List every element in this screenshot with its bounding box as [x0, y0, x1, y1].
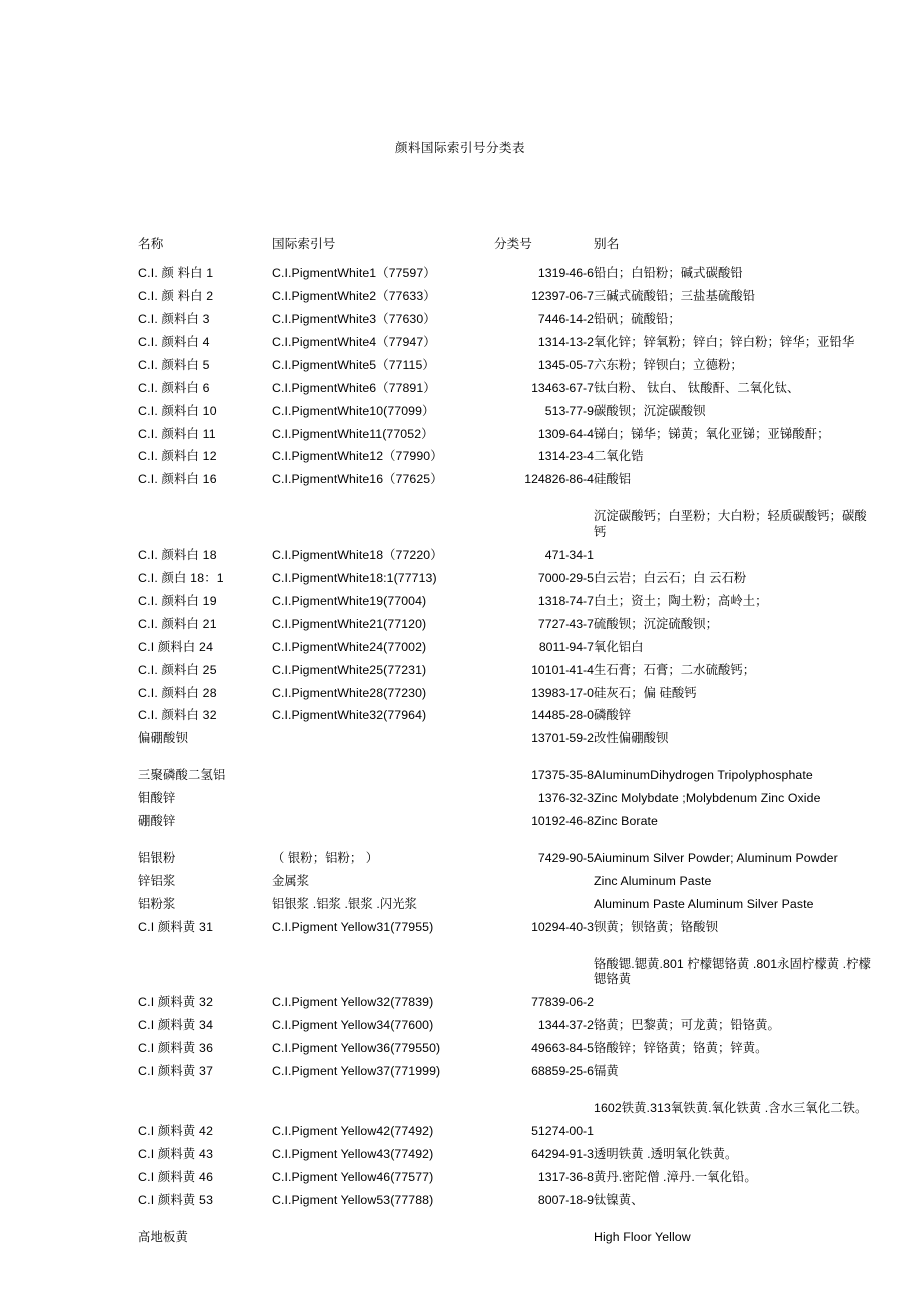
- table-spacer-cell: [138, 1087, 878, 1101]
- table-row: [138, 289, 878, 312]
- table-row: [138, 708, 878, 731]
- table-row: [138, 1018, 878, 1041]
- cell-index: [272, 1230, 494, 1253]
- cell-number: 13983-17-0: [531, 685, 594, 700]
- cell-alias: 锑白；锑华；锑黄；氧化亚锑；亚锑酸酐；: [594, 426, 830, 441]
- cell-index: C.I.PigmentWhite18（77220）: [272, 547, 443, 562]
- cell-alias: 磷酸锌: [594, 708, 632, 723]
- cell-index: [272, 731, 494, 754]
- cell-alias: 硅酸铝: [594, 472, 632, 487]
- cell-name: C.I. 颜料白 5: [138, 357, 210, 372]
- cell-number: 8007-18-9: [537, 1192, 594, 1207]
- cell-alias: 铬黄；巴黎黄；可龙黄；铅铬黄。: [594, 1018, 780, 1033]
- cell-alias: 生石膏；石膏；二水硫酸钙；: [594, 662, 756, 677]
- cell-alias: Zinc Borate: [594, 814, 658, 829]
- cell-index: C.I.Pigment Yellow46(77577): [272, 1169, 434, 1184]
- cell-name: C.I. 颜料白 25: [138, 662, 217, 677]
- column-header-index: 国际索引号: [272, 237, 336, 251]
- cell-number: 1344-37-2: [537, 1018, 594, 1033]
- table-spacer-cell: [138, 943, 878, 957]
- cell-alias: Zinc Aluminum Paste: [594, 873, 712, 888]
- cell-index: C.I.PigmentWhite10(77099）: [272, 403, 435, 418]
- cell-number: 49663-84-5: [531, 1041, 594, 1056]
- cell-alias: 白土；资土；陶土粉；高岭土；: [594, 593, 768, 608]
- cell-number: 1314-23-4: [537, 449, 594, 464]
- cell-index: C.I.Pigment Yellow53(77788): [272, 1192, 434, 1207]
- cell-name: C.I. 颜料白 18: [138, 547, 217, 562]
- cell-index: C.I.PigmentWhite16（77625）: [272, 472, 443, 487]
- cell-index: C.I.PigmentWhite32(77964): [272, 708, 427, 723]
- cell-alias: 二氧化锆: [594, 449, 644, 464]
- cell-index: C.I.PigmentWhite3（77630）: [272, 311, 436, 326]
- cell-alias: Aluminum Paste Aluminum Silver Paste: [594, 896, 814, 911]
- table-spacer-row: [138, 1216, 878, 1230]
- table-row: [138, 1193, 878, 1216]
- cell-index: C.I.PigmentWhite6（77891）: [272, 380, 436, 395]
- table-row: [138, 266, 878, 289]
- cell-index: [272, 509, 494, 548]
- cell-name: C.I 颜料黄 46: [138, 1169, 214, 1184]
- cell-name: C.I 颜料黄 34: [138, 1018, 214, 1033]
- table-row: [138, 995, 878, 1018]
- cell-number: 64294-91-3: [531, 1146, 594, 1161]
- cell-index: C.I.PigmentWhite2（77633）: [272, 289, 436, 304]
- table-row: [138, 1147, 878, 1170]
- cell-index: C.I.Pigment Yellow37(771999): [272, 1064, 441, 1079]
- table-row: [138, 1064, 878, 1087]
- cell-number: 13701-59-2: [531, 731, 594, 746]
- cell-alias: 铬酸锌；锌铬黄；铬黄；锌黄。: [594, 1041, 768, 1056]
- table-row: [138, 663, 878, 686]
- table-row: [138, 472, 878, 495]
- cell-alias: 镉黄: [594, 1064, 619, 1079]
- table-row: [138, 449, 878, 472]
- table-row: [138, 814, 878, 837]
- cell-alias: 黄丹.密陀僧 .漳丹.一氧化铅。: [594, 1169, 757, 1184]
- cell-name: C.I. 颜料白 12: [138, 449, 217, 464]
- cell-alias: 钛白粉、 钛白、 钛酸酐、二氧化钛、: [594, 380, 800, 395]
- table-row: [138, 791, 878, 814]
- table-spacer-row: [138, 1087, 878, 1101]
- table-row: [138, 548, 878, 571]
- table-header-row: [138, 236, 878, 266]
- cell-name: C.I. 颜料白 32: [138, 708, 217, 723]
- table-row: [138, 1101, 878, 1124]
- table-row: [138, 874, 878, 897]
- cell-alias: 沉淀碳酸钙；白垩粉；大白粉；轻质碳酸钙；碳酸钙: [594, 509, 867, 540]
- cell-alias: [594, 1124, 878, 1147]
- cell-name: C.I. 颜料白 28: [138, 685, 217, 700]
- cell-number: 12397-06-7: [531, 289, 594, 304]
- cell-index: 金属浆: [272, 873, 310, 888]
- cell-alias: Aiuminum Silver Powder; Aluminum Powder: [594, 851, 838, 866]
- cell-number: 7000-29-5: [537, 570, 594, 585]
- cell-name: C.I. 颜料白 3: [138, 311, 210, 326]
- table-spacer-row: [138, 837, 878, 851]
- cell-name: C.I 颜料黄 31: [138, 919, 214, 934]
- table-row: [138, 686, 878, 709]
- cell-name: C.I 颜料黄 43: [138, 1146, 214, 1161]
- column-header-number: 分类号: [494, 237, 532, 251]
- cell-number: 1309-64-4: [537, 426, 594, 441]
- cell-alias: 氧化铝白: [594, 639, 644, 654]
- table-spacer-cell: [138, 1216, 878, 1230]
- cell-alias: [594, 995, 878, 1018]
- cell-name: 钼酸锌: [138, 791, 176, 806]
- cell-name: C.I. 颜料白 16: [138, 472, 217, 487]
- cell-number: 471-34-1: [544, 547, 594, 562]
- cell-alias: 白云岩；白云石；白 云石粉: [594, 570, 747, 585]
- table-row: [138, 851, 878, 874]
- cell-number: 1317-36-8: [537, 1169, 594, 1184]
- cell-number: 124826-86-4: [524, 472, 594, 487]
- cell-name: 硼酸锌: [138, 814, 176, 829]
- table-spacer-cell: [138, 837, 878, 851]
- cell-number: 17375-35-8: [531, 768, 594, 783]
- cell-alias: 六东粉；锌钡白；立德粉；: [594, 357, 743, 372]
- cell-alias: 透明铁黄 .透明氧化铁黄。: [594, 1146, 738, 1161]
- table-row: [138, 617, 878, 640]
- cell-index: 铝银浆 .铝浆 .银浆 .闪光浆: [272, 896, 418, 911]
- cell-name: C.I 颜料白 24: [138, 639, 214, 654]
- cell-name: C.I. 颜 料白 2: [138, 289, 214, 304]
- cell-alias: 碳酸钡；沉淀碳酸钡: [594, 403, 706, 418]
- cell-alias: AIuminumDihydrogen Tripolyphosphate: [594, 768, 813, 783]
- cell-number: 513-77-9: [544, 403, 594, 418]
- cell-name: 铝粉浆: [138, 896, 176, 911]
- cell-name: 高地板黄: [138, 1229, 188, 1244]
- cell-name: C.I. 颜料白 10: [138, 403, 217, 418]
- cell-alias: 三碱式硫酸铅；三盐基硫酸铅: [594, 289, 756, 304]
- table-row: [138, 594, 878, 617]
- cell-index: C.I.PigmentWhite24(77002): [272, 639, 427, 654]
- cell-name: C.I 颜料黄 42: [138, 1124, 214, 1138]
- cell-name: 锌铝浆: [138, 873, 176, 888]
- cell-number: 10101-41-4: [531, 662, 594, 677]
- cell-index: C.I.Pigment Yellow32(77839): [272, 995, 434, 1010]
- cell-name: C.I 颜料黄 37: [138, 1064, 214, 1079]
- cell-number: 1318-74-7: [537, 593, 594, 608]
- table-row: [138, 731, 878, 754]
- cell-index: [272, 814, 494, 837]
- cell-name: C.I 颜料黄 53: [138, 1192, 214, 1207]
- cell-name: [138, 509, 272, 548]
- column-header-name: 名称: [138, 237, 164, 251]
- cell-index: C.I.Pigment Yellow42(77492): [272, 1124, 434, 1138]
- cell-index: C.I.Pigment Yellow36(779550): [272, 1041, 441, 1056]
- cell-alias: 钡黄；钡铬黄；铬酸钡: [594, 919, 718, 934]
- cell-index: C.I.PigmentWhite1（77597）: [272, 266, 436, 281]
- cell-index: C.I.PigmentWhite11(77052）: [272, 426, 434, 441]
- cell-alias: 硅灰石；偏 硅酸钙: [594, 685, 697, 700]
- column-header-alias: 别名: [594, 237, 620, 251]
- cell-index: C.I.PigmentWhite25(77231): [272, 662, 427, 677]
- cell-number: 7446-14-2: [537, 311, 594, 326]
- cell-name: C.I. 颜料白 11: [138, 426, 216, 441]
- cell-index: [272, 791, 494, 814]
- cell-name: C.I. 颜料白 4: [138, 334, 210, 349]
- cell-number: 1314-13-2: [537, 334, 594, 349]
- table-row: [138, 1124, 878, 1147]
- cell-number: 8011-94-7: [538, 639, 594, 654]
- cell-name: [138, 957, 272, 996]
- cell-name: C.I. 颜 料白 1: [138, 266, 214, 281]
- cell-index: [272, 768, 494, 791]
- cell-index: C.I.PigmentWhite21(77120): [272, 616, 427, 631]
- cell-name: 偏硼酸钡: [138, 731, 188, 746]
- pigment-index-table: [138, 236, 878, 1253]
- cell-number: [494, 897, 594, 920]
- table-row: [138, 897, 878, 920]
- table-row: [138, 1230, 878, 1253]
- cell-number: 10294-40-3: [531, 919, 594, 934]
- cell-number: 68859-25-6: [531, 1064, 594, 1079]
- cell-number: 1345-05-7: [537, 357, 594, 372]
- cell-name: [138, 1101, 272, 1124]
- cell-alias: High Floor Yellow: [594, 1229, 691, 1244]
- cell-name: C.I 颜料黄 32: [138, 995, 214, 1010]
- cell-number: [494, 957, 594, 996]
- cell-alias: 铬酸锶.锶黄.801 柠檬锶铬黄 .801永固柠檬黄 .柠檬锶铬黄: [594, 956, 871, 987]
- cell-index: C.I.Pigment Yellow31(77955): [272, 919, 434, 934]
- cell-index: C.I.PigmentWhite28(77230): [272, 685, 427, 700]
- table-row: [138, 640, 878, 663]
- cell-alias: [594, 548, 878, 571]
- table-row: [138, 312, 878, 335]
- cell-number: [494, 874, 594, 897]
- cell-name: C.I. 颜料白 19: [138, 593, 217, 608]
- cell-index: C.I.PigmentWhite12（77990）: [272, 449, 443, 464]
- cell-number: [494, 1230, 594, 1253]
- cell-index: C.I.PigmentWhite5（77115）: [272, 357, 435, 372]
- cell-alias: 铅白；白铅粉；碱式碳酸铅: [594, 266, 743, 281]
- cell-alias: 硫酸钡；沉淀硫酸钡；: [594, 616, 718, 631]
- cell-name: C.I. 颜料白 21: [138, 616, 217, 631]
- cell-index: C.I.Pigment Yellow34(77600): [272, 1018, 434, 1033]
- table-row: [138, 571, 878, 594]
- cell-index: C.I.PigmentWhite19(77004): [272, 593, 427, 608]
- table-row: [138, 1041, 878, 1064]
- table-spacer-cell: [138, 495, 878, 509]
- cell-name: 铝银粉: [138, 851, 176, 866]
- cell-number: 51274-00-1: [531, 1124, 594, 1138]
- table-spacer-row: [138, 943, 878, 957]
- table-row: [138, 957, 878, 996]
- cell-alias: Zinc Molybdate ;Molybdenum Zinc Oxide: [594, 791, 821, 806]
- cell-index: C.I.PigmentWhite18:1(77713): [272, 570, 437, 585]
- cell-number: 14485-28-0: [531, 708, 594, 723]
- cell-number: 77839-06-2: [531, 995, 594, 1010]
- table-row: [138, 335, 878, 358]
- cell-number: [494, 509, 594, 548]
- table-body: [138, 236, 878, 1253]
- cell-alias: 铅矾；硫酸铅；: [594, 311, 681, 326]
- cell-alias: 氧化锌；锌氧粉；锌白；锌白粉；锌华；亚铅华: [594, 334, 855, 349]
- cell-index: C.I.Pigment Yellow43(77492): [272, 1146, 434, 1161]
- table-spacer-cell: [138, 754, 878, 768]
- cell-number: 1376-32-3: [537, 791, 594, 806]
- table-row: [138, 768, 878, 791]
- table-spacer-row: [138, 754, 878, 768]
- table-row: [138, 509, 878, 548]
- cell-number: 10192-46-8: [531, 814, 594, 829]
- table-spacer-row: [138, 495, 878, 509]
- cell-index: [272, 1101, 494, 1124]
- cell-index: （ 银粉；铝粉； ）: [272, 851, 379, 866]
- table-row: [138, 404, 878, 427]
- cell-number: [494, 1101, 594, 1124]
- cell-index: [272, 957, 494, 996]
- cell-name: C.I. 颜料白 6: [138, 380, 210, 395]
- cell-alias: 1602铁黄.313氧铁黄.氧化铁黄 .含水三氧化二铁。: [594, 1101, 868, 1116]
- table-row: [138, 358, 878, 381]
- cell-alias: 钛镍黄、: [594, 1192, 644, 1207]
- cell-name: C.I 颜料黄 36: [138, 1041, 214, 1056]
- table-row: [138, 920, 878, 943]
- table-row: [138, 1170, 878, 1193]
- cell-number: 13463-67-7: [531, 380, 594, 395]
- table-row: [138, 381, 878, 404]
- table-row: [138, 427, 878, 450]
- cell-name: C.I. 颜白 18：1: [138, 570, 224, 585]
- page-title: 颜料国际索引号分类表: [394, 141, 525, 155]
- cell-index: C.I.PigmentWhite4（77947）: [272, 334, 436, 349]
- cell-alias: 改性偏硼酸钡: [594, 731, 669, 746]
- cell-name: 三聚磷酸二氢铝: [138, 768, 226, 783]
- cell-number: 7429-90-5: [537, 851, 594, 866]
- cell-number: 7727-43-7: [537, 616, 594, 631]
- cell-number: 1319-46-6: [537, 266, 594, 281]
